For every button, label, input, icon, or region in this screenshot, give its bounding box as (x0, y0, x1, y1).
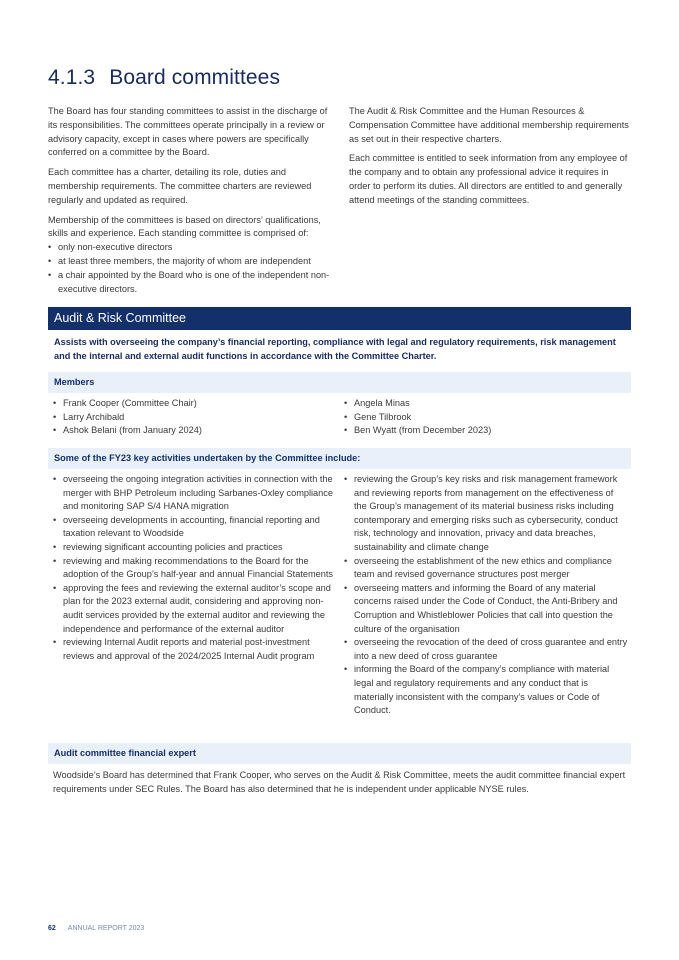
member-item: • Larry Archibald (53, 411, 333, 425)
activity-item: • informing the Board of the company’s compliance with material legal and regulatory requirements and any conduct that is materially inconsistent with the company’s values or Code of Conduct. (344, 663, 628, 717)
activity-item: • reviewing the Group’s key risks and risk management framework and reviewing reports from management on the effectiveness of the Group’s management of its material business risks including contemporary and emerging risks such as cybersecurity, conduct risk, technology and innovation, privacy and data breaches, sustainability and climate change (344, 473, 628, 555)
list-item: • only non-executive directors (48, 241, 334, 255)
membership-requirements-list (48, 241, 334, 296)
intro-paragraph: Each committee has a charter, detailing its role, duties and membership requirements. The committee charters are reviewed regularly and updated as required. (48, 167, 312, 205)
audit-risk-committee-title: Audit & Risk Committee (48, 307, 631, 330)
financial-expert-heading: Audit committee financial expert (48, 743, 631, 764)
member-item: • Frank Cooper (Committee Chair) (53, 397, 333, 411)
intro-right-column (349, 105, 632, 214)
section-heading (48, 66, 280, 90)
members-list-right (344, 397, 624, 438)
activity-item: • overseeing the ongoing integration activities in connection with the merger with BHP Petroleum including Sarbanes-Oxley compliance and monitoring SAP S/4 HANA migration (53, 473, 337, 514)
activity-item: • approving the fees and reviewing the external auditor’s scope and plan for the 2023 external audit, considering and approving non-audit services provided by the external auditor and reviewing the independence and performance of the external auditor (53, 582, 337, 636)
intro-paragraph: Membership of the committees is based on directors’ qualifications, skills and experience. Each standing committee is comprised of: (48, 214, 321, 239)
members-list-left (53, 397, 333, 438)
activity-item: • reviewing Internal Audit reports and material post-investment reviews and approval of the 2024/2025 Internal Audit program (53, 636, 337, 663)
report-name: ANNUAL REPORT 2023 (67, 925, 145, 932)
activity-item: • overseeing the revocation of the deed of cross guarantee and entry into a new deed of cross guarantee (344, 636, 628, 663)
member-item: • Angela Minas (344, 397, 624, 411)
activity-item: • overseeing matters and informing the Board of any material concerns raised under the Code of Conduct, the Anti-Bribery and Corruption and Whistleblower Policies that call into question the culture of the organisation (344, 582, 628, 636)
activity-item: • overseeing the establishment of the new ethics and compliance team and revised governance structures post merger (344, 555, 628, 582)
activity-item: • overseeing developments in accounting, financial reporting and taxation relevant to Woodside (53, 514, 337, 541)
section-number: 4.1.3 (48, 66, 96, 89)
member-item: • Gene Tilbrook (344, 411, 624, 425)
section-title: Board committees (109, 66, 281, 89)
audit-risk-committee-description: Assists with overseeing the company’s financial reporting, compliance with legal and regulatory requirements, risk management and the internal and external audit functions in accordance with the Committee Charter. (54, 337, 616, 361)
activities-list-right (344, 473, 628, 718)
intro-paragraph: The Board has four standing committees to assist in the discharge of its responsibilities. The committees operate principally in a review or advisory capacity, except in cases where powers are specifically conferred on a committee by the Board. (48, 106, 328, 158)
activities-heading: Some of the FY23 key activities undertaken by the Committee include: (48, 448, 631, 469)
intro-left-column (48, 105, 334, 296)
members-heading: Members (48, 372, 631, 393)
activity-item: • reviewing significant accounting policies and practices (53, 541, 337, 555)
member-item: • Ashok Belani (from January 2024) (53, 424, 333, 438)
financial-expert-text: Woodside’s Board has determined that Frank Cooper, who serves on the Audit & Risk Committee, meets the audit committee financial expert requirements under SEC Rules. The Board has also determined that he is independent under applicable NYSE rules. (53, 770, 626, 794)
activity-item: • reviewing and making recommendations to the Board for the adoption of the Group’s half-year and annual Financial Statements (53, 555, 337, 582)
page-footer (48, 925, 144, 932)
member-item: • Ben Wyatt (from December 2023) (344, 424, 624, 438)
intro-paragraph: Each committee is entitled to seek information from any employee of the company and to obtain any professional advice it requires in order to perform its duties. All directors are entitled to and generally attend meetings of the standing committees. (349, 153, 628, 205)
list-item: • a chair appointed by the Board who is one of the independent non-executive directors. (48, 269, 334, 297)
intro-paragraph: The Audit & Risk Committee and the Human Resources & Compensation Committee have additional membership requirements as set out in their respective charters. (349, 106, 629, 144)
list-item: • at least three members, the majority of whom are independent (48, 255, 334, 269)
activities-list-left (53, 473, 337, 663)
page-number: 62 (48, 925, 56, 932)
